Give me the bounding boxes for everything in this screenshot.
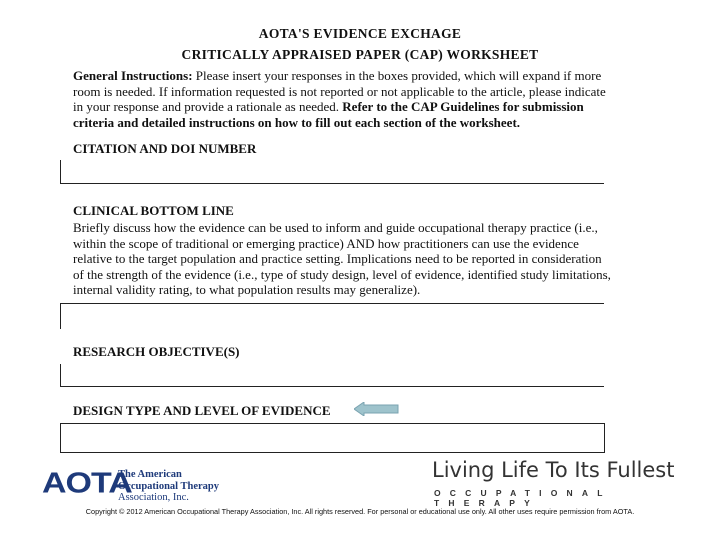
design-type-heading: DESIGN TYPE AND LEVEL OF EVIDENCE [73,403,331,418]
instructions-line: in your response and provide a rationale as needed. [73,99,343,115]
clinical-bottom-line-description [73,220,653,298]
arrow-left-icon [354,402,400,416]
instructions-label: General Instructions: [73,68,193,83]
instructions-line: Refer to the CAP Guidelines for submission [342,99,584,115]
design-type-input[interactable] [60,423,605,453]
org-line: Occupational Therapy [118,480,220,492]
clinical-bottom-line-heading: CLINICAL BOTTOM LINE [73,203,234,218]
research-objective-input[interactable] [60,364,604,387]
aota-logo: AOTA [42,466,132,500]
clinical-bottom-line-input[interactable] [60,303,604,329]
citation-heading: CITATION AND DOI NUMBER [73,141,257,156]
org-line: The American [118,469,182,480]
document-title: AOTA'S EVIDENCE EXCHAGE [258,26,462,41]
citation-input[interactable] [60,160,604,184]
copyright-notice: Copyright © 2012 American Occupational Therapy Association, Inc. All rights reserved. For personal or educational use only. All other uses require permission from AOTA. [85,507,635,516]
general-instructions [73,68,653,130]
description-line: Briefly discuss how the evidence can be used to inform and guide occupational therapy practice (i.e., [73,220,598,235]
description-line: relative to the target population and practice setting. Implications need to be reported in consideration [73,251,602,267]
org-line: Association, Inc. [118,492,189,503]
tagline-subtitle: OCCUPATIONAL THERAPY [434,488,612,508]
description-line: internal validity rating, to what population results may generalize). [73,282,421,298]
description-line: of the strength of the evidence (i.e., type of study design, level of evidence, identified study limitations, [73,266,611,282]
research-objective-heading: RESEARCH OBJECTIVE(S) [73,344,240,359]
instructions-line: Please insert your responses in the boxes provided, which will expand if more [192,68,602,83]
instructions-line: criteria and detailed instructions on how to fill out each section of the worksheet. [73,114,521,130]
tagline: Living Life To Its Fullest [432,458,675,482]
instructions-line: room is needed. If information requested is not reported or not applicable to the article, please indicate [73,83,606,99]
document-subtitle: CRITICALLY APPRAISED PAPER (CAP) WORKSHEET [181,47,539,62]
description-line: within the scope of traditional or emerging practice) AND how practitioners can use the evidence [73,235,579,251]
aota-org-name [118,469,219,504]
